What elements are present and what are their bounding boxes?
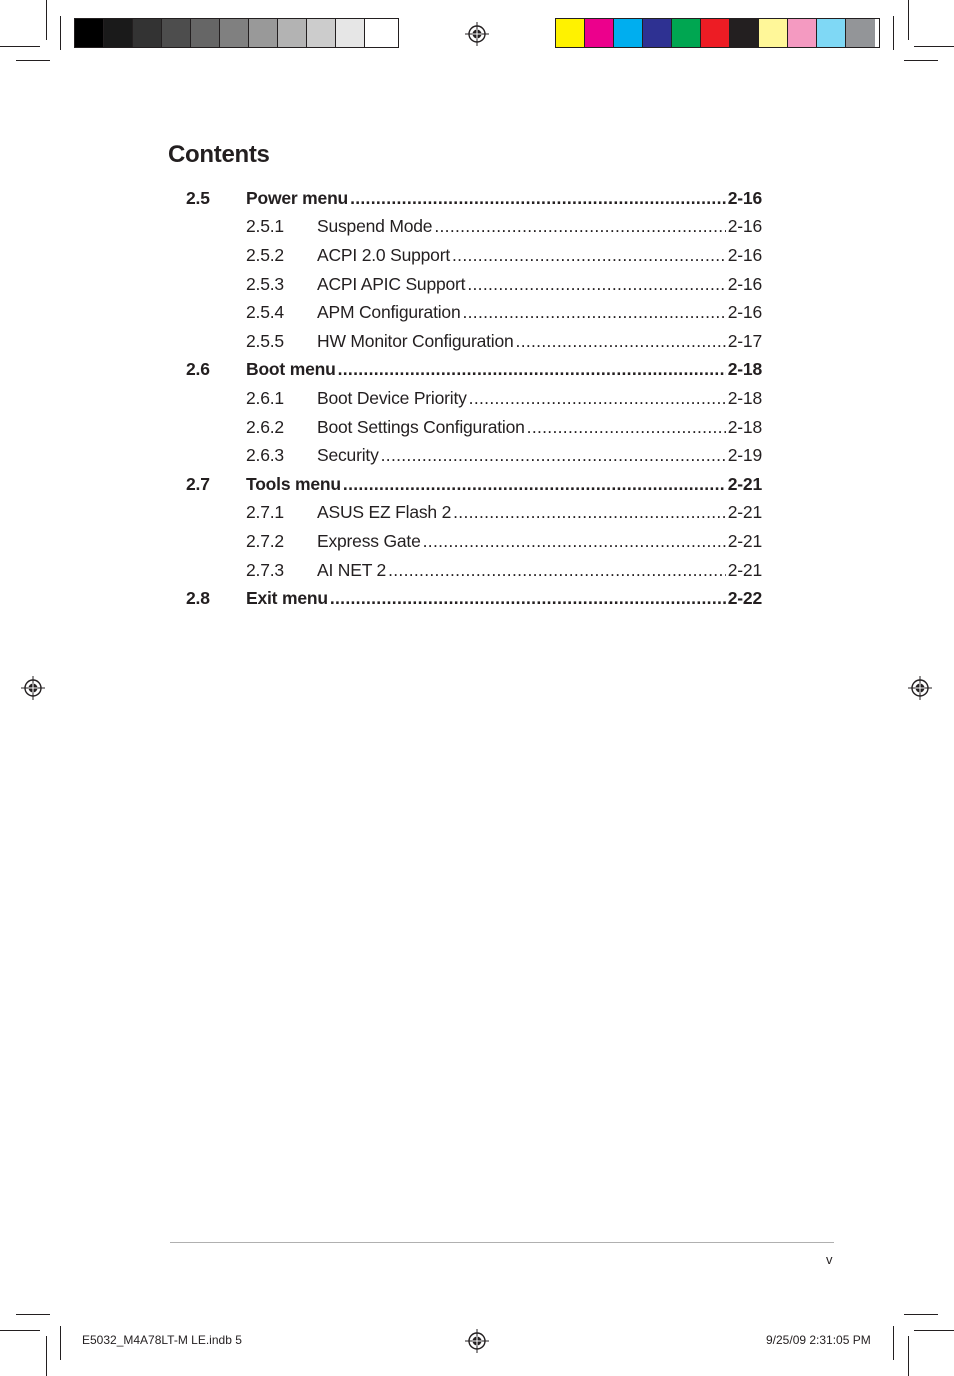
toc-dot-leader — [462, 302, 725, 323]
crop-mark — [60, 16, 61, 50]
toc-entry-page: 2-18 — [727, 416, 762, 437]
toc-dot-leader — [330, 588, 726, 609]
color-swatch — [307, 19, 336, 47]
color-swatch — [759, 19, 788, 47]
toc-dot-leader — [469, 388, 726, 409]
color-swatch — [672, 19, 701, 47]
toc-dot-leader — [434, 216, 725, 237]
color-swatch — [643, 19, 672, 47]
color-swatch — [220, 19, 249, 47]
toc-entry[interactable] — [186, 527, 762, 556]
slug-timestamp: 9/25/09 2:31:05 PM — [766, 1333, 871, 1347]
color-swatch — [556, 19, 585, 47]
toc-entry-number: 2.5.3 — [246, 273, 284, 294]
registration-mark-icon — [465, 1329, 489, 1353]
toc-entry[interactable] — [186, 499, 762, 528]
toc-entry[interactable] — [186, 241, 762, 270]
color-swatch — [365, 19, 394, 47]
toc-entry-page: 2-18 — [727, 387, 762, 408]
toc-entry-number: 2.5.5 — [246, 330, 284, 351]
color-swatch — [75, 19, 104, 47]
color-swatch — [614, 19, 643, 47]
page-number: v — [826, 1252, 833, 1267]
color-swatch — [133, 19, 162, 47]
toc-entry-number: 2.6.3 — [246, 445, 284, 466]
toc-entry[interactable] — [186, 213, 762, 242]
toc-entry-label: Security — [317, 445, 379, 466]
crop-mark — [16, 1314, 50, 1315]
toc-entry[interactable] — [186, 384, 762, 413]
color-swatch — [336, 19, 365, 47]
toc-entry-page: 2-16 — [727, 273, 762, 294]
toc-entry-label: ACPI 2.0 Support — [317, 244, 450, 265]
registration-mark-icon — [21, 676, 45, 700]
toc-entry-number: 2.6.1 — [246, 387, 284, 408]
crop-mark — [46, 0, 47, 40]
toc-entry-number: 2.7.3 — [246, 559, 284, 580]
toc-dot-leader — [516, 331, 726, 352]
toc-entry-number: 2.7 — [186, 473, 210, 494]
color-swatch — [162, 19, 191, 47]
toc-entry-label: Suspend Mode — [317, 216, 433, 237]
crop-mark — [16, 60, 50, 61]
toc-dot-leader — [381, 445, 726, 466]
toc-entry-page: 2-16 — [727, 244, 762, 265]
toc-entry-label: Power menu — [246, 187, 349, 208]
toc-entry-page: 2-21 — [727, 530, 762, 551]
toc-dot-leader — [338, 359, 726, 380]
toc-entry[interactable] — [186, 470, 762, 499]
color-swatch — [104, 19, 133, 47]
toc-entry-page: 2-16 — [727, 302, 762, 323]
slug-file-info: E5032_M4A78LT-M LE.indb 5 — [82, 1333, 242, 1347]
table-of-contents — [186, 184, 762, 613]
color-swatch — [730, 19, 759, 47]
toc-entry-label: APM Configuration — [317, 302, 461, 323]
toc-entry-number: 2.7.2 — [246, 530, 284, 551]
toc-entry-number: 2.6.2 — [246, 416, 284, 437]
toc-dot-leader — [453, 502, 726, 523]
toc-entry-label: Boot Device Priority — [317, 387, 467, 408]
crop-mark — [904, 1314, 938, 1315]
page-title: Contents — [168, 141, 270, 168]
toc-entry-page: 2-21 — [727, 473, 762, 494]
color-swatch — [701, 19, 730, 47]
toc-entry-page: 2-16 — [727, 216, 762, 237]
color-swatch — [585, 19, 614, 47]
crop-mark — [46, 1336, 47, 1376]
toc-entry-label: AI NET 2 — [317, 559, 387, 580]
toc-entry-label: Exit menu — [246, 588, 328, 609]
toc-entry[interactable] — [186, 270, 762, 299]
toc-entry-page: 2-21 — [727, 559, 762, 580]
toc-entry[interactable] — [186, 556, 762, 585]
toc-dot-leader — [527, 417, 726, 438]
registration-mark-icon — [908, 676, 932, 700]
toc-entry-number: 2.8 — [186, 588, 210, 609]
footer-rule — [170, 1242, 834, 1243]
color-swatch — [191, 19, 220, 47]
toc-dot-leader — [388, 560, 726, 581]
toc-entry-label: ACPI APIC Support — [317, 273, 466, 294]
grayscale-color-bar — [74, 18, 399, 48]
toc-entry[interactable] — [186, 584, 762, 613]
toc-entry-page: 2-22 — [727, 588, 762, 609]
toc-dot-leader — [350, 188, 726, 209]
toc-entry[interactable] — [186, 184, 762, 213]
toc-entry-page: 2-21 — [727, 502, 762, 523]
toc-dot-leader — [343, 474, 726, 495]
toc-dot-leader — [452, 245, 726, 266]
toc-entry-page: 2-18 — [727, 359, 762, 380]
process-color-bar — [555, 18, 880, 48]
toc-dot-leader — [423, 531, 726, 552]
crop-mark — [914, 1330, 954, 1331]
crop-mark — [893, 1326, 894, 1360]
toc-entry-number: 2.5.4 — [246, 302, 284, 323]
toc-entry-page: 2-16 — [727, 187, 762, 208]
toc-entry-label: Tools menu — [246, 473, 341, 494]
toc-entry-number: 2.6 — [186, 359, 210, 380]
crop-mark — [908, 1336, 909, 1376]
crop-mark — [904, 60, 938, 61]
toc-entry-label: Boot Settings Configuration — [317, 416, 525, 437]
toc-entry-label: ASUS EZ Flash 2 — [317, 502, 452, 523]
crop-mark — [914, 46, 954, 47]
color-swatch — [788, 19, 817, 47]
toc-entry-label: Express Gate — [317, 530, 421, 551]
toc-entry[interactable] — [186, 356, 762, 385]
toc-entry[interactable] — [186, 441, 762, 470]
color-swatch — [817, 19, 846, 47]
toc-entry-number: 2.5.1 — [246, 216, 284, 237]
toc-entry-label: HW Monitor Configuration — [317, 330, 514, 351]
color-swatch — [846, 19, 875, 47]
toc-entry-number: 2.7.1 — [246, 502, 284, 523]
toc-entry[interactable] — [186, 327, 762, 356]
toc-entry-page: 2-19 — [727, 445, 762, 466]
toc-entry-number: 2.5.2 — [246, 244, 284, 265]
toc-entry-number: 2.5 — [186, 187, 210, 208]
toc-entry-label: Boot menu — [246, 359, 336, 380]
crop-mark — [0, 1330, 40, 1331]
crop-mark — [60, 1326, 61, 1360]
crop-mark — [908, 0, 909, 40]
toc-dot-leader — [467, 274, 725, 295]
crop-mark — [0, 46, 40, 47]
toc-entry-page: 2-17 — [727, 330, 762, 351]
crop-mark — [893, 16, 894, 50]
toc-entry[interactable] — [186, 413, 762, 442]
color-swatch — [249, 19, 278, 47]
toc-entry[interactable] — [186, 298, 762, 327]
registration-mark-icon — [465, 22, 489, 46]
color-swatch — [278, 19, 307, 47]
